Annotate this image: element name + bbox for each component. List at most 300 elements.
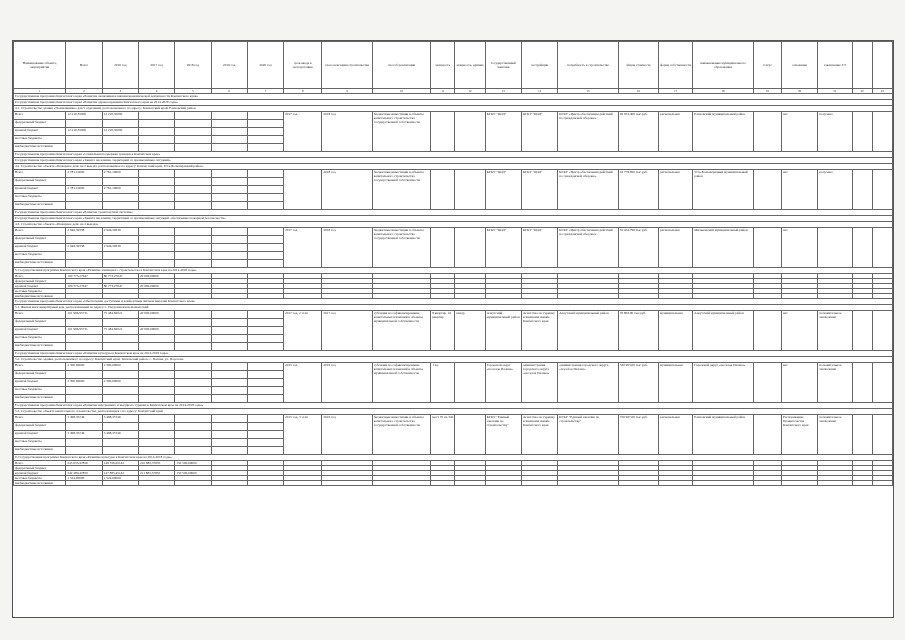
table-cell bbox=[211, 112, 247, 120]
table-cell: 20 000,00000 bbox=[138, 284, 174, 289]
col-num: 22 bbox=[852, 89, 872, 94]
table-cell bbox=[138, 431, 174, 439]
table-cell bbox=[66, 120, 102, 128]
table-cell bbox=[872, 363, 892, 403]
table-cell bbox=[872, 228, 892, 268]
table-cell: федеральный бюджет bbox=[14, 120, 66, 128]
table-cell: КГКУ "Единый заказчик по строительству" bbox=[558, 415, 618, 455]
table-cell: 1 524,00000 bbox=[66, 476, 102, 481]
table-cell bbox=[852, 112, 872, 152]
table-cell bbox=[102, 260, 138, 268]
table-cell bbox=[175, 170, 211, 178]
table-cell: Алеутский муниципальный район bbox=[485, 311, 521, 351]
table-cell: КГКУ "ЦОД" bbox=[521, 112, 557, 152]
table-cell bbox=[175, 439, 211, 447]
header-cell: заключение ГЭ bbox=[818, 42, 852, 89]
table-cell: бюджетные инвестиции в объекты капитального строительства государственной собственности bbox=[372, 112, 430, 152]
col-num: 17 bbox=[659, 89, 693, 94]
table-cell: 242 480,47850 bbox=[66, 471, 102, 476]
table-cell: внебюджетные источники bbox=[14, 395, 66, 403]
table-cell bbox=[753, 228, 781, 268]
table-cell bbox=[175, 136, 211, 144]
table-cell bbox=[175, 244, 211, 252]
col-num: 16 bbox=[618, 89, 658, 94]
col-num: 19 bbox=[753, 89, 781, 94]
table-cell bbox=[175, 387, 211, 395]
table-cell: 80 773,27647 bbox=[102, 274, 138, 279]
col-num: 9 bbox=[322, 89, 372, 94]
table-cell bbox=[284, 481, 322, 486]
table-cell: КГКУ "ЦОД" bbox=[521, 228, 557, 268]
table-cell bbox=[175, 343, 211, 351]
table-cell bbox=[455, 363, 485, 403]
table-cell: 6. Государственная программа Камчатского края «Развитие культуры в Камчатском крае на 2014-2018 годы» bbox=[14, 455, 893, 461]
table-cell bbox=[431, 170, 455, 210]
table-cell bbox=[66, 395, 102, 403]
table-cell bbox=[211, 447, 247, 455]
table-cell: 4.2. Строительство объекта «Пожарное депо на 2 выезда, расположенное по адресу: Камчатский край, Усть-Большерецкий район» bbox=[14, 164, 893, 170]
table-cell: региональная bbox=[659, 112, 693, 152]
table-body bbox=[14, 94, 893, 486]
table-cell: краевой бюджет bbox=[14, 431, 66, 439]
table-cell: 2017 год bbox=[284, 228, 322, 268]
table-cell bbox=[175, 186, 211, 194]
table-cell: 149 356,45142 bbox=[102, 461, 138, 466]
header-cell: основание bbox=[781, 42, 817, 89]
table-cell bbox=[211, 423, 247, 431]
table-cell bbox=[175, 423, 211, 431]
table-cell bbox=[211, 335, 247, 343]
table-cell bbox=[175, 481, 211, 486]
table-cell bbox=[175, 363, 211, 371]
table-cell bbox=[211, 311, 247, 319]
table-header-row bbox=[14, 42, 893, 89]
table-cell bbox=[175, 120, 211, 128]
table-cell: КГКУ "ЦОД" bbox=[521, 170, 557, 210]
table-cell bbox=[102, 335, 138, 343]
table-cell bbox=[175, 194, 211, 202]
header-cell: 2016 год bbox=[102, 42, 138, 89]
table-cell bbox=[455, 415, 485, 455]
table-cell: 2 946,39338 bbox=[102, 228, 138, 236]
table-cell: Государственная программа Камчатского края «Развитие здравоохранения Камчатского края на 2014-2020 годы» bbox=[14, 100, 893, 106]
table-cell bbox=[247, 447, 283, 455]
header-cell: государственный заказчик bbox=[485, 42, 521, 89]
table-cell: Всего bbox=[14, 311, 66, 319]
table-cell: 150 500,00000 bbox=[175, 471, 211, 476]
table-cell bbox=[175, 395, 211, 403]
table-cell bbox=[138, 228, 174, 236]
col-num: 20 bbox=[781, 89, 817, 94]
table-cell bbox=[138, 136, 174, 144]
table-cell: 3 498,35746 bbox=[102, 415, 138, 423]
table-cell: положительное заключение bbox=[818, 415, 852, 455]
table-cell bbox=[102, 343, 138, 351]
table-cell bbox=[852, 228, 872, 268]
table-cell: 5.3. Строительство объекта капитального строительства, расположенного по адресу: Камчатский край bbox=[14, 409, 893, 415]
table-cell: 2015 год bbox=[284, 363, 322, 403]
table-cell: 2 781,10000 bbox=[102, 186, 138, 194]
table-cell bbox=[753, 170, 781, 210]
table-cell: 2018 год bbox=[322, 170, 372, 210]
table-cell bbox=[211, 327, 247, 335]
table-cell bbox=[247, 319, 283, 327]
table-cell bbox=[247, 186, 283, 194]
table-cell: КГКУ "ЦОД" bbox=[485, 112, 521, 152]
table-cell bbox=[138, 252, 174, 260]
table-cell bbox=[66, 202, 102, 210]
col-num: 7 bbox=[247, 89, 283, 94]
table-cell: 1 524,00000 bbox=[102, 476, 138, 481]
header-cell: 2019 год bbox=[211, 42, 247, 89]
table-cell: 80 773,27647 bbox=[102, 284, 138, 289]
table-cell bbox=[753, 112, 781, 152]
table-cell: местные бюджеты bbox=[14, 439, 66, 447]
table-cell bbox=[175, 260, 211, 268]
table-cell: бюджетные инвестиции в объекты капитального строительства государственной собственности bbox=[372, 415, 430, 455]
table-cell bbox=[138, 170, 174, 178]
table-cell: краевой бюджет bbox=[14, 327, 66, 335]
table-cell bbox=[247, 228, 283, 236]
table-cell: 210 883,57835 bbox=[138, 461, 174, 466]
table-cell: 2 946,39338 bbox=[66, 244, 102, 252]
table-cell bbox=[211, 343, 247, 351]
table-cell bbox=[175, 252, 211, 260]
table-cell: краевой бюджет bbox=[14, 244, 66, 252]
col-num: 4 bbox=[138, 89, 174, 94]
table-cell: 5.2. Строительство здания, расположенного по адресу: Камчатский край, Тигильский район, с. Палана, ул. Поротова bbox=[14, 357, 893, 363]
table-cell: субсидии на софинансирование капитальных вложений в объекты муниципальной собственности bbox=[372, 311, 430, 351]
header-cell: 2020 год bbox=[247, 42, 283, 89]
table-cell bbox=[66, 371, 102, 379]
finance-row bbox=[14, 170, 893, 178]
table-cell bbox=[247, 423, 283, 431]
table-cell: 3 498,35746 bbox=[102, 431, 138, 439]
table-cell bbox=[247, 178, 283, 186]
table-cell bbox=[431, 228, 455, 268]
table-cell: Елизовский муниципальный район bbox=[693, 415, 753, 455]
table-cell bbox=[247, 387, 283, 395]
table-cell bbox=[102, 144, 138, 152]
header-cell: способ реализации bbox=[372, 42, 430, 89]
table-cell bbox=[211, 260, 247, 268]
table-cell bbox=[211, 228, 247, 236]
col-num: 15 bbox=[558, 89, 618, 94]
table-cell: субсидии на софинансирование капитальных вложений в объекты муниципальной собственности bbox=[372, 363, 430, 403]
table-cell: 150 500,00000 bbox=[175, 461, 211, 466]
table-cell: внебюджетные источники bbox=[14, 343, 66, 351]
table-cell bbox=[872, 112, 892, 152]
table-cell bbox=[175, 144, 211, 152]
table-cell: федеральный бюджет bbox=[14, 466, 66, 471]
col-num: 14 bbox=[521, 89, 557, 94]
table-cell: положительное заключение bbox=[818, 311, 852, 351]
table-cell: федеральный бюджет bbox=[14, 319, 66, 327]
table-cell: муниципальная bbox=[659, 311, 693, 351]
table-cell bbox=[211, 186, 247, 194]
table-cell bbox=[211, 379, 247, 387]
table-cell: местные бюджеты bbox=[14, 289, 66, 294]
table-cell: местные бюджеты bbox=[14, 476, 66, 481]
table-cell bbox=[455, 170, 485, 210]
table-cell bbox=[175, 371, 211, 379]
table-cell bbox=[211, 319, 247, 327]
header-cell: Наименование объекта, мероприятия bbox=[14, 42, 66, 89]
table-cell: 101 996,95731 bbox=[66, 311, 102, 319]
table-cell: Елизовский муниципальный район bbox=[693, 112, 753, 152]
header-cell: статус bbox=[753, 42, 781, 89]
table-cell bbox=[66, 236, 102, 244]
finance-row bbox=[14, 112, 893, 120]
table-cell bbox=[138, 178, 174, 186]
table-cell: 2017 год bbox=[322, 311, 372, 351]
table-cell: 750 967,00 тыс.руб. bbox=[618, 415, 658, 455]
table-cell bbox=[211, 415, 247, 423]
table-cell: краевой бюджет bbox=[14, 186, 66, 194]
table-cell bbox=[102, 387, 138, 395]
table-cell bbox=[138, 343, 174, 351]
finance-row bbox=[14, 415, 893, 423]
header-cell bbox=[852, 42, 872, 89]
header-cell: мощность, единиц bbox=[455, 42, 485, 89]
table-cell bbox=[138, 244, 174, 252]
table-cell: 147 885,45142 bbox=[102, 471, 138, 476]
table-cell: Всего bbox=[14, 415, 66, 423]
finance-row bbox=[14, 363, 893, 371]
table-cell bbox=[247, 371, 283, 379]
table-cell: КГКУ «Центр обеспечения действий по гражданской обороне» bbox=[558, 112, 618, 152]
table-cell bbox=[485, 481, 521, 486]
table-cell bbox=[138, 423, 174, 431]
table-cell bbox=[102, 194, 138, 202]
table-cell: администрация городского округа «поселок Палана» bbox=[521, 363, 557, 403]
table-cell: 2 300,00000 bbox=[102, 363, 138, 371]
table-cell: Всего bbox=[14, 461, 66, 466]
table-cell: местные бюджеты bbox=[14, 335, 66, 343]
document-sheet bbox=[12, 40, 894, 618]
table-cell bbox=[138, 260, 174, 268]
table-cell bbox=[66, 144, 102, 152]
table-cell bbox=[102, 395, 138, 403]
table-cell: 20 000,00000 bbox=[138, 311, 174, 319]
table-cell bbox=[175, 128, 211, 136]
header-cell: форма собственности bbox=[659, 42, 693, 89]
table-cell bbox=[175, 228, 211, 236]
table-cell: федеральный бюджет bbox=[14, 423, 66, 431]
table-cell: Распоряжение Правительства Камчатского края bbox=[781, 415, 817, 455]
table-cell: внебюджетные источники bbox=[14, 260, 66, 268]
col-num: 10 bbox=[372, 89, 430, 94]
table-cell bbox=[175, 447, 211, 455]
table-cell: Всего bbox=[14, 274, 66, 279]
finance-row bbox=[14, 228, 893, 236]
table-cell bbox=[175, 178, 211, 186]
table-cell bbox=[247, 128, 283, 136]
col-num: 5 bbox=[175, 89, 211, 94]
table-cell: 100 773,27647 bbox=[66, 274, 102, 279]
table-cell: Государственная программа Камчатского края «Развитие транспортной системы» bbox=[14, 210, 893, 216]
table-cell: 2017 год, 2 этап bbox=[284, 311, 322, 351]
table-cell bbox=[247, 120, 283, 128]
table-cell: внебюджетные источники bbox=[14, 144, 66, 152]
table-cell: бюджетные инвестиции в объекты капитального строительства государственной собственности bbox=[372, 228, 430, 268]
table-cell: квадр bbox=[455, 311, 485, 351]
header-cell: наименование муниципального образования bbox=[693, 42, 753, 89]
header-cell: застройщик bbox=[521, 42, 557, 89]
table-cell bbox=[693, 481, 753, 486]
table-cell bbox=[431, 481, 455, 486]
table-cell: 55 432,790 тыс.руб. bbox=[618, 228, 658, 268]
table-cell bbox=[247, 439, 283, 447]
header-cell: Всего bbox=[66, 42, 102, 89]
table-cell: нет bbox=[781, 112, 817, 152]
header-cell: срок окончания строительства bbox=[322, 42, 372, 89]
table-cell bbox=[284, 170, 322, 210]
table-cell bbox=[211, 431, 247, 439]
table-cell: внебюджетные источники bbox=[14, 202, 66, 210]
table-cell bbox=[211, 144, 247, 152]
table-cell: 12 210,35000 bbox=[66, 112, 102, 120]
table-cell bbox=[138, 144, 174, 152]
table-cell: 2018 год bbox=[322, 112, 372, 152]
table-cell bbox=[211, 120, 247, 128]
header-cell bbox=[872, 42, 892, 89]
table-cell: Агентство по туризму и внешним связям Камчатского края bbox=[521, 311, 557, 351]
table-cell bbox=[455, 112, 485, 152]
table-cell: 75 484,82021 bbox=[102, 327, 138, 335]
table-cell bbox=[247, 136, 283, 144]
table-cell: федеральный бюджет bbox=[14, 178, 66, 186]
table-cell bbox=[247, 112, 283, 120]
table-cell: 211 883,57835 bbox=[138, 471, 174, 476]
table-cell: КГКУ "ЦОД" bbox=[485, 228, 521, 268]
table-cell bbox=[138, 447, 174, 455]
table-cell bbox=[211, 170, 247, 178]
table-cell: 1 ед. bbox=[431, 363, 455, 403]
col-num: 13 bbox=[485, 89, 521, 94]
table-cell: 4.3. Строительство объекта «Пожарное депо на 2 выезда» bbox=[14, 222, 893, 228]
table-cell bbox=[558, 481, 618, 486]
table-cell bbox=[818, 228, 852, 268]
table-cell: нет bbox=[781, 311, 817, 351]
header-cell: 2017 год bbox=[138, 42, 174, 89]
table-cell bbox=[852, 415, 872, 455]
table-cell bbox=[175, 327, 211, 335]
table-cell bbox=[247, 144, 283, 152]
table-cell bbox=[102, 319, 138, 327]
table-cell bbox=[753, 481, 781, 486]
table-cell: 2016 год bbox=[322, 415, 372, 455]
table-cell: 3 498,35746 bbox=[66, 431, 102, 439]
table-cell bbox=[247, 236, 283, 244]
table-cell bbox=[138, 128, 174, 136]
table-cell: федеральный бюджет bbox=[14, 279, 66, 284]
table-cell: местные бюджеты bbox=[14, 387, 66, 395]
table-cell bbox=[872, 415, 892, 455]
table-cell: Алеутский муниципальный район bbox=[558, 311, 618, 351]
table-cell: 2 946,39338 bbox=[66, 228, 102, 236]
col-num: 2 bbox=[66, 89, 102, 94]
program-finance-row bbox=[14, 481, 893, 486]
table-cell bbox=[138, 481, 174, 486]
table-cell bbox=[175, 379, 211, 387]
table-cell bbox=[66, 194, 102, 202]
table-cell bbox=[247, 379, 283, 387]
table-cell bbox=[66, 447, 102, 455]
table-cell bbox=[247, 202, 283, 210]
table-cell bbox=[138, 236, 174, 244]
table-cell: 2 300,00000 bbox=[66, 379, 102, 387]
table-cell: получено bbox=[818, 170, 852, 210]
table-cell bbox=[138, 387, 174, 395]
table-cell: положительное заключение bbox=[818, 363, 852, 403]
table-cell bbox=[247, 395, 283, 403]
table-cell: краевой бюджет bbox=[14, 379, 66, 387]
table-cell: Усть-Большерецкий муниципальный район bbox=[693, 170, 753, 210]
table-cell bbox=[102, 439, 138, 447]
table-cell bbox=[175, 415, 211, 423]
table-cell bbox=[852, 170, 872, 210]
table-cell bbox=[372, 481, 430, 486]
table-cell: получено bbox=[818, 112, 852, 152]
table-cell: 243 055,47850 bbox=[66, 461, 102, 466]
table-cell bbox=[852, 311, 872, 351]
table-cell bbox=[175, 202, 211, 210]
table-cell: региональная bbox=[659, 228, 693, 268]
table-cell bbox=[618, 481, 658, 486]
col-num: 11 bbox=[431, 89, 455, 94]
table-cell: Всего bbox=[14, 112, 66, 120]
col-num: 21 bbox=[818, 89, 852, 94]
table-cell: федеральный бюджет bbox=[14, 236, 66, 244]
table-cell bbox=[247, 343, 283, 351]
table-cell bbox=[66, 423, 102, 431]
table-cell bbox=[872, 170, 892, 210]
table-cell: 2016 год bbox=[322, 363, 372, 403]
table-cell bbox=[211, 252, 247, 260]
finance-row bbox=[14, 311, 893, 319]
col-num: 6 bbox=[211, 89, 247, 94]
table-cell bbox=[211, 363, 247, 371]
table-cell bbox=[247, 335, 283, 343]
table-cell: 12 210,35000 bbox=[66, 128, 102, 136]
table-cell: Мильковский муниципальный район bbox=[693, 228, 753, 268]
table-cell: федеральный бюджет bbox=[14, 371, 66, 379]
table-cell: нет bbox=[781, 170, 817, 210]
table-cell bbox=[753, 311, 781, 351]
table-cell: 100 773,27647 bbox=[66, 284, 102, 289]
table-cell bbox=[66, 387, 102, 395]
table-cell: Государственная программа Камчатского края «Развитие культуры в Камчатском крае на 2014-2018 годы» bbox=[14, 351, 893, 357]
table-cell bbox=[322, 481, 372, 486]
table-cell bbox=[102, 236, 138, 244]
table-cell: 2 781,10000 bbox=[102, 170, 138, 178]
table-cell bbox=[102, 423, 138, 431]
table-cell: 5.1. Жилой многоквартирный дом, расположенный по адресу: г. Петропавловск-Камчатский bbox=[14, 305, 893, 311]
table-cell: 20 000,00000 bbox=[138, 274, 174, 279]
table-cell: Городской округ «поселок Палана» bbox=[485, 363, 521, 403]
table-cell bbox=[102, 371, 138, 379]
table-cell: 2 300,00000 bbox=[66, 363, 102, 371]
table-cell bbox=[247, 415, 283, 423]
table-cell bbox=[138, 120, 174, 128]
table-cell bbox=[247, 194, 283, 202]
table-cell: внебюджетные источники bbox=[14, 481, 66, 486]
table-cell bbox=[175, 319, 211, 327]
table-cell bbox=[247, 244, 283, 252]
table-cell: краевой бюджет bbox=[14, 284, 66, 289]
table-cell bbox=[455, 228, 485, 268]
